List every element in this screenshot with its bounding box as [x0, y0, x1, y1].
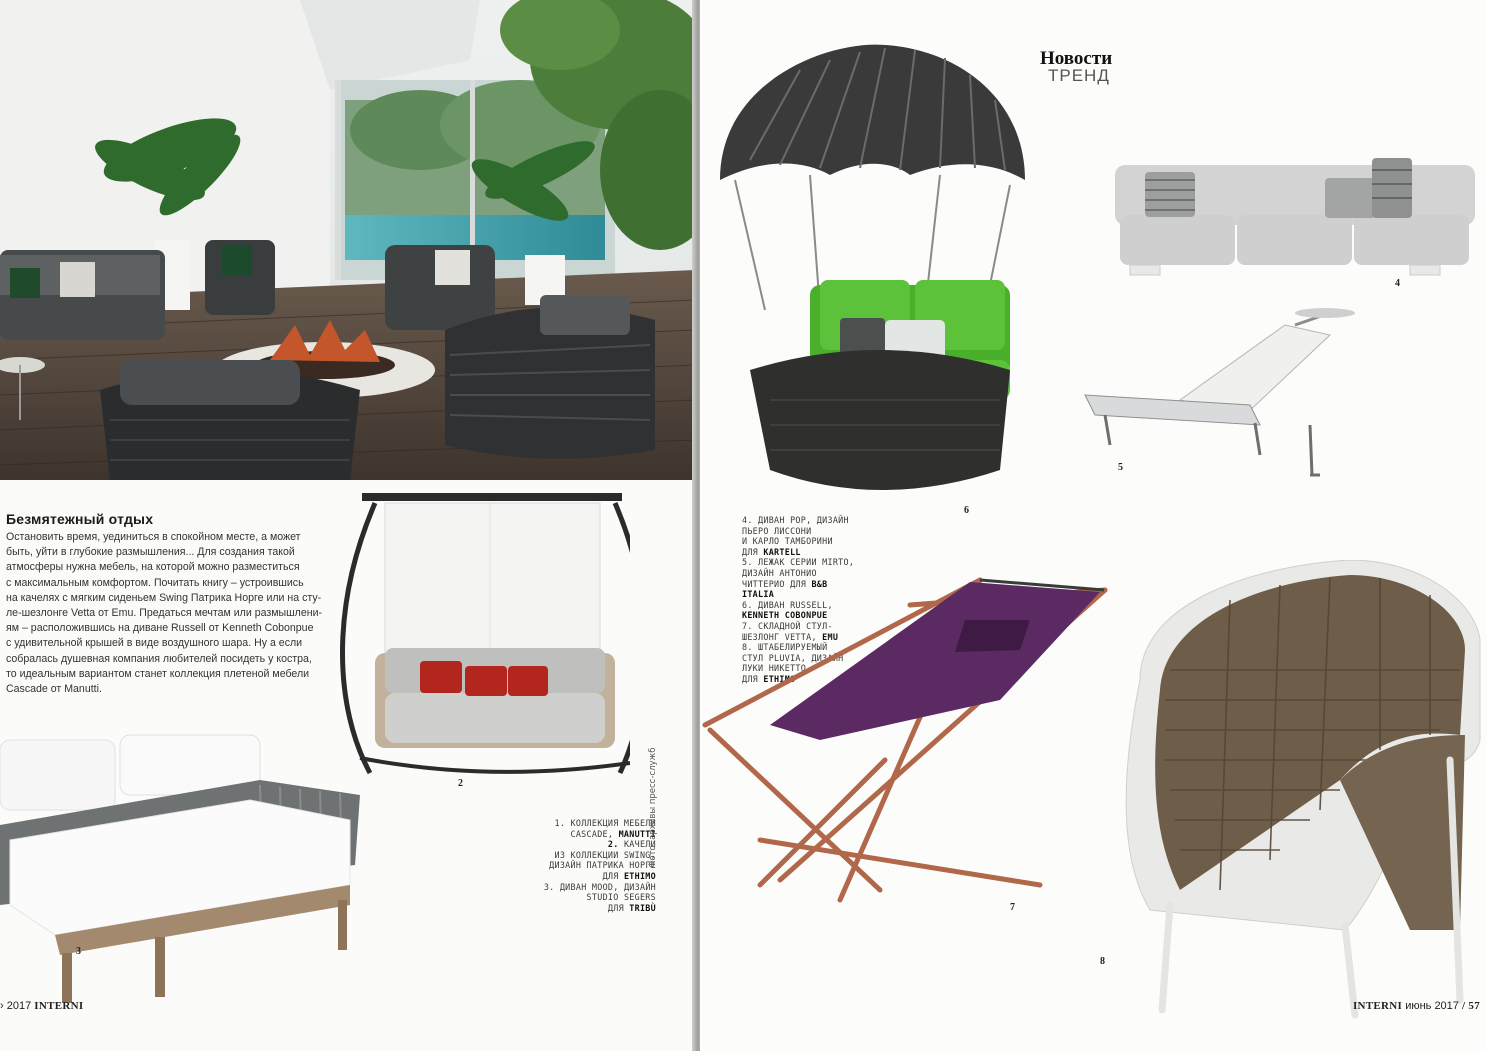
swing-photo	[340, 488, 630, 778]
caption-line: 3. ДИВАН MOOD, ДИЗАЙН	[543, 881, 656, 892]
caption-line: И КАРЛО ТАМБОРИНИ	[742, 536, 833, 547]
left-captions	[528, 818, 656, 913]
caption-line	[528, 903, 656, 914]
caption-text: ДЛЯ	[742, 546, 764, 557]
brand-name: ETHIMO	[623, 870, 656, 881]
russell-sofa-photo	[710, 40, 1030, 500]
caption-line	[528, 839, 656, 850]
caption-text: ДЛЯ	[607, 902, 630, 913]
caption-text: ДЛЯ	[602, 870, 624, 881]
brand-name: ITALIA	[742, 589, 775, 600]
caption-line: 8. ШТАБЕЛИРУЕМЫЙ	[742, 642, 828, 653]
brand-name: ETHIMO	[763, 673, 796, 684]
right-folio	[1353, 1000, 1480, 1012]
vetta-chair-photo	[700, 560, 1120, 910]
folio-date: › 2017	[0, 1000, 32, 1012]
pop-sofa-photo	[1110, 150, 1480, 280]
body-line: Остановить время, уединиться в спокойном месте, а может	[6, 531, 301, 543]
body-line: Cascade от Manutti.	[6, 683, 102, 696]
terrace-photo	[0, 0, 695, 480]
item-number-2: 2	[458, 778, 463, 789]
caption-line: СТУЛ PLUVIA, ДИЗАЙН	[742, 652, 844, 663]
caption-line: 7. СКЛАДНОЙ СТУЛ-	[742, 620, 833, 631]
folio-page: / 57	[1461, 1000, 1480, 1012]
caption-line: 4. ДИВАН POP, ДИЗАЙН	[742, 515, 849, 525]
body-line: атмосферы нужна мебель, на которой можно разместиться	[6, 561, 300, 574]
item-number-7: 7	[1010, 902, 1015, 913]
mirto-lounger-photo	[1080, 305, 1380, 480]
caption-text: CASCADE,	[570, 828, 619, 839]
item-number-8: 8	[1100, 956, 1105, 967]
article-heading: Безмятежный отдых	[6, 511, 154, 527]
brand-name: KENNETH COBONPUE	[742, 610, 828, 621]
caption-text: ЧИТТЕРИО ДЛЯ	[742, 578, 812, 589]
brand-name: KARTELL	[763, 546, 801, 557]
body-line: с удивительной крышей в виде воздушного шара. Ну а если	[6, 637, 303, 650]
brand-name: TRIBÙ	[629, 902, 656, 913]
caption-line: ИЗ КОЛЛЕКЦИИ SWING,	[554, 849, 656, 860]
left-page	[0, 0, 695, 1051]
article-body	[6, 530, 323, 697]
caption-line: ПЬЕРО ЛИССОНИ	[742, 525, 812, 536]
folio-date: июнь 2017	[1405, 1000, 1459, 1012]
caption-number: 2.	[607, 839, 624, 850]
brand-name: EMU	[822, 631, 839, 642]
caption-line	[742, 547, 854, 558]
right-page	[700, 0, 1486, 1051]
section-title: Новости	[1040, 48, 1113, 69]
left-folio	[0, 1000, 83, 1012]
item-number-5: 5	[1118, 462, 1123, 473]
body-line: ям – расположившись на диване Russell от Kenneth Cobonpue	[6, 622, 314, 635]
caption-text: ШЕЗЛОНГ VETTA,	[742, 631, 823, 642]
caption-line	[528, 829, 656, 840]
body-line: быть, уйти в глубокие размышления... Для создания такой	[6, 546, 295, 559]
caption-text: ДЛЯ	[742, 673, 764, 684]
body-line: с максимальным комфортом. Почитать книгу – устроившись	[6, 576, 304, 589]
caption-line: ДИЗАЙН ПАТРИКА НОРГЕ	[549, 860, 656, 871]
caption-line: ЛУКИ НИКЕТТО	[742, 663, 807, 674]
caption-line: STUDIO SEGERS	[586, 892, 656, 903]
daybed-photo	[0, 725, 365, 1005]
body-line: ле-шезлонге Vetta от Emu. Предаться мечтам или размышлени-	[6, 607, 323, 620]
caption-line: 5. ЛЕЖАК СЕРИИ MIRTO,	[742, 557, 855, 568]
item-number-6: 6	[964, 505, 969, 516]
item-number-3: 3	[76, 946, 81, 957]
body-line: то идеальным вариантом станет коллекция плетеной мебели	[6, 667, 310, 680]
body-line: собралась душевная компания любителей посидеть у костра,	[6, 652, 312, 665]
brand-name: MANUTTI	[618, 828, 656, 839]
caption-line: 6. ДИВАН RUSSELL,	[742, 599, 833, 610]
pluvia-chair-photo	[1080, 560, 1486, 1020]
folio-magazine: INTERNI	[1352, 1000, 1403, 1012]
caption-line: ДИЗАЙН АНТОНИО	[742, 567, 817, 578]
photo-credit: Фото: архивы пресс-служб	[648, 747, 658, 868]
caption-line: 1. КОЛЛЕКЦИЯ МЕБЕЛИ	[554, 818, 656, 828]
body-line: на качелях с мягким сиденьем Swing Патрика Норге или на сту-	[6, 591, 322, 604]
item-number-4: 4	[1395, 278, 1400, 289]
brand-name: B&B	[811, 578, 828, 589]
caption-line	[528, 871, 656, 882]
section-subtitle: ТРЕНД	[1048, 66, 1110, 85]
folio-magazine: INTERNI	[34, 1000, 84, 1012]
caption-text: КАЧЕЛИ	[623, 839, 656, 850]
